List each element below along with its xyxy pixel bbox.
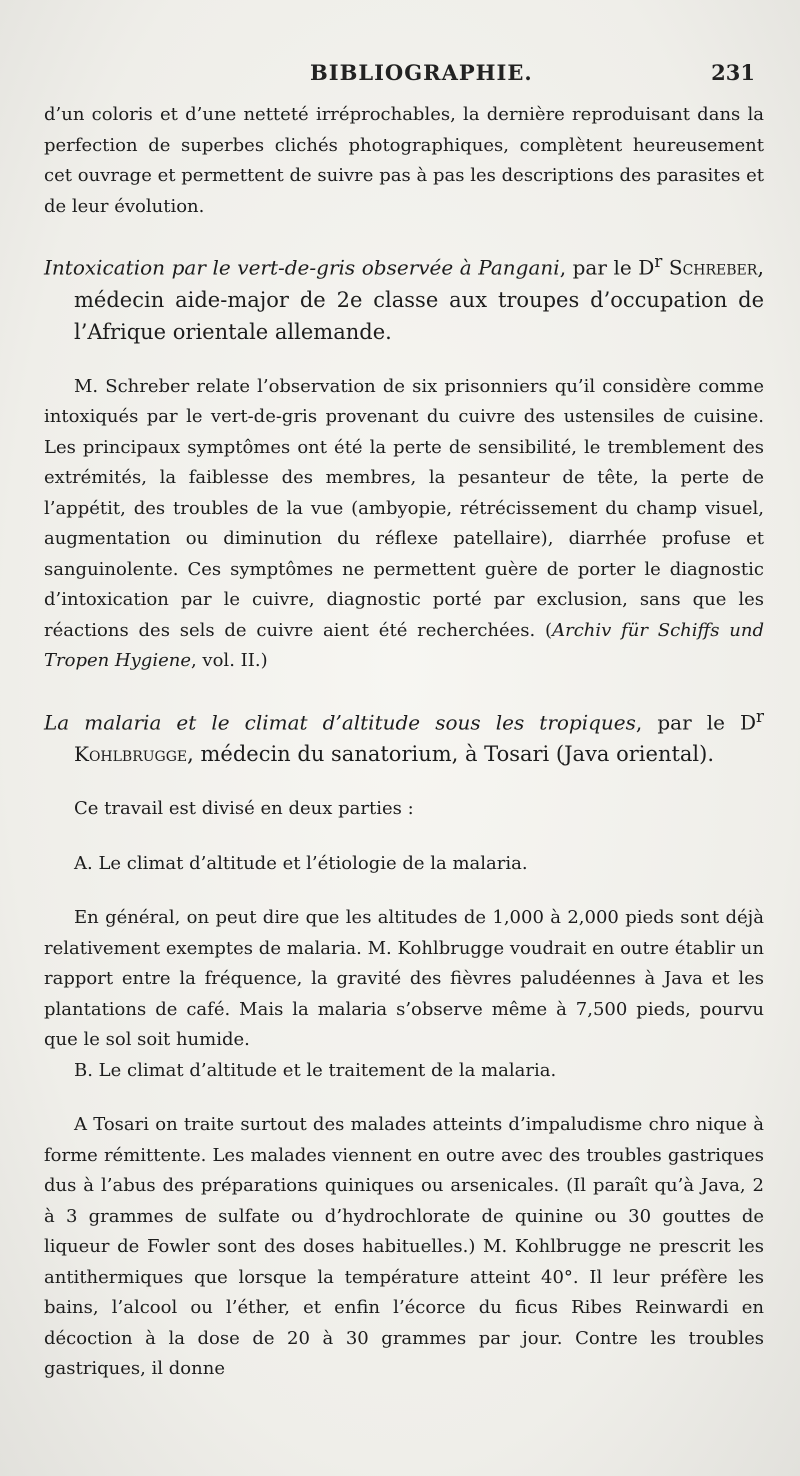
page-number: 231 (711, 60, 755, 85)
entry-author: Kohlbrugge (74, 742, 188, 767)
section-a-paragraph: En général, on peut dire que les altitudes de 1,000 à 2,000 pieds sont déjà relativement exemptes de malaria. M. Kohlbrugge voudrait en outre établir un rapport entre la fréquence, la gravité des fièvres paludéennes à Java et les plantations de café. Mais la malaria s’observe même à 7,500 pieds, pourvu que le sol soit humide. (44, 907, 764, 1051)
entry-description: , médecin aide-major de 2e classe aux troupes d’occupation de l’Afrique orientale allemande. (74, 255, 765, 344)
entry-by: , par le D (559, 255, 655, 280)
entry-author: Schreber (662, 255, 758, 280)
bibliography-entry-1 (44, 246, 764, 348)
section-a-heading: A. Le climat d’altitude et l’étiologie de la malaria. (74, 852, 528, 874)
entry-description: , médecin du sanatorium, à Tosari (Java oriental). (187, 742, 715, 767)
section-b-heading: B. Le climat d’altitude et le traitement de la malaria. (74, 1059, 557, 1081)
running-title: BIBLIOGRAPHIE. (310, 60, 533, 85)
entry-by: , par le D (635, 710, 757, 735)
section-b-paragraph: A Tosari on traite surtout des malades atteints d’impaludisme chro nique à forme rémittente. Les malades viennent en outre avec des troubles gastriques dus à l’abus des préparations quiniques ou arsenicales. (Il paraît qu’à Java, 2 à 3 grammes de sulfate ou d’hydrochlorate de quinine ou 30 gouttes de liqueur de Fowler sont des doses habituelles.) M. Kohlbrugge ne prescrit les antithermiques que lorsque la température atteint 40°. Il leur préfère les bains, l’alcool ou l’éther, et enfin l’écorce du ficus Ribes Reinwardi en décoction à la dose de 20 à 30 grammes par jour. Contre les troubles gastriques, il donne (44, 1114, 764, 1380)
bibliography-entry-2 (44, 701, 764, 771)
entry-title: Intoxication par le vert-de-gris observée à Pangani (44, 255, 560, 280)
review-paragraph (44, 372, 764, 677)
entry-title: La malaria et le climat d’altitude sous les tropiques (44, 710, 636, 735)
page-header (0, 60, 800, 94)
intro-line: Ce travail est divisé en deux parties : (74, 798, 414, 820)
page-body (44, 100, 764, 1385)
review-text: M. Schreber relate l’observation de six prisonniers qu’il considère comme intoxiqués par le vert-de-gris provenant du cuivre des ustensiles de cuisine. Les principaux symptômes ont été la perte de sensibilité, le tremblement des extrémités, la faiblesse des membres, la pesanteur de tête, la perte de l’appétit, des troubles de la vue (ambyopie, rétrécissement du champ visuel, augmentation ou diminution du réflexe patellaire), diarrhée profuse et sanguinolente. Ces symptômes ne permettent guère de porter le diagnostic d’intoxication par le cuivre, diagnostic porté par exclusion, sans que les réactions des sels de cuivre aient été recherchées. ( (44, 375, 764, 641)
source-citation: Archiv für Schiffs und Tropen Hygiene (44, 619, 765, 672)
entry-sup: r (654, 252, 663, 271)
review-text-end: , vol. II.) (190, 650, 268, 672)
entry-sup: r (756, 706, 765, 726)
paragraph-continuation: d’un coloris et d’une netteté irréprochables, la dernière reproduisant dans la perfection de superbes clichés photographiques, complètent heureusement cet ouvrage et permettent de suivre pas à pas les descriptions des parasites et de leur évolution. (44, 104, 764, 217)
